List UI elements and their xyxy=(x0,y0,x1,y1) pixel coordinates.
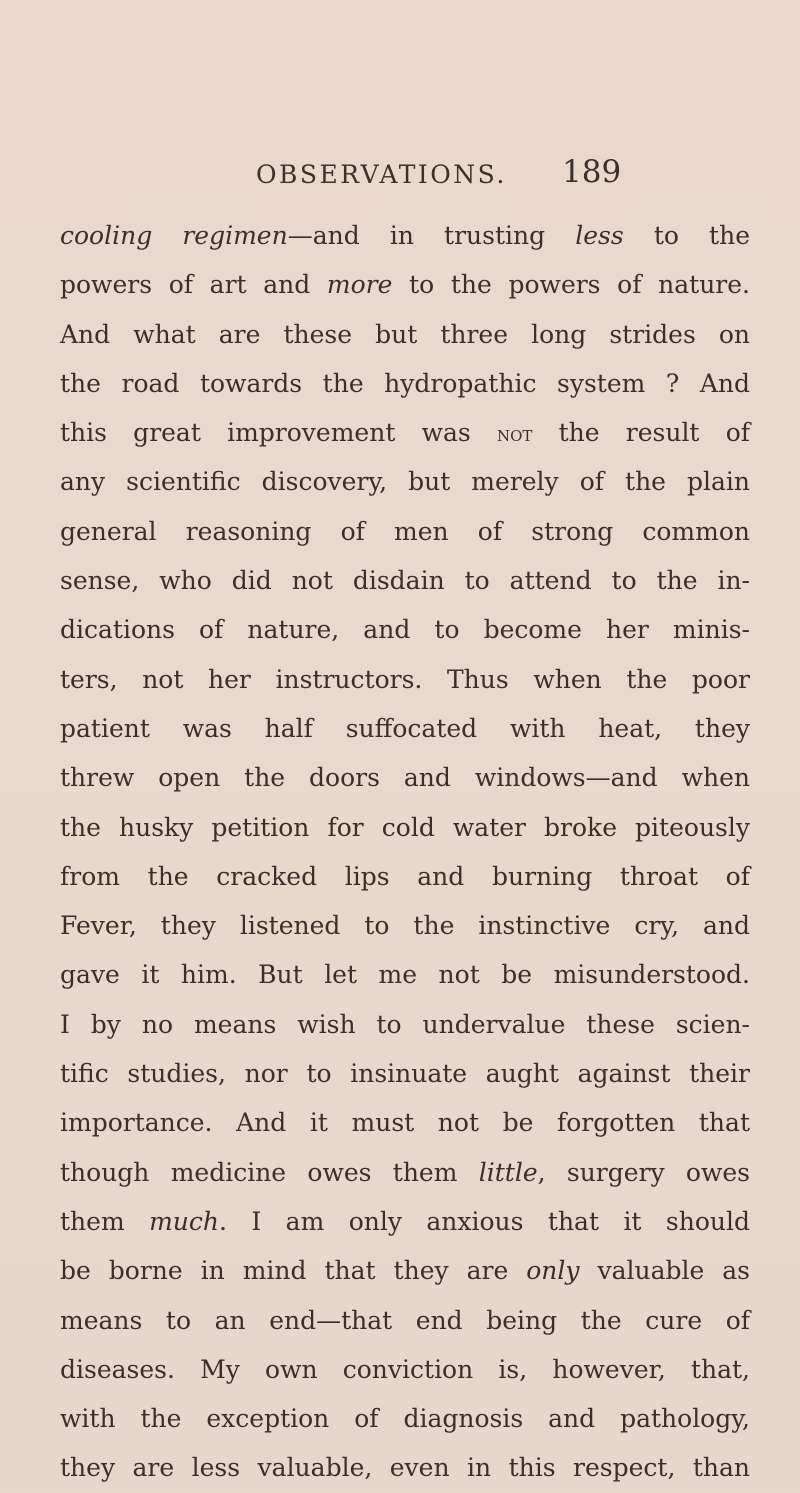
text-segment: importance. And it must not be forgotten that xyxy=(60,1108,750,1138)
text-line xyxy=(60,605,750,654)
text-line xyxy=(60,1246,750,1295)
text-line xyxy=(60,753,750,802)
text-line xyxy=(60,1296,750,1345)
text-line xyxy=(60,1443,750,1492)
text-segment: sense, who did not disdain to attend to the in- xyxy=(60,566,750,596)
text-segment: the road towards the hydropathic system ? And xyxy=(60,368,750,398)
text-line xyxy=(60,704,750,753)
small-caps-word: not xyxy=(496,422,533,448)
text-line xyxy=(60,1148,750,1197)
text-segment: , surgery owes xyxy=(537,1157,751,1187)
text-line xyxy=(60,211,750,260)
text-segment: —and in trusting xyxy=(287,221,576,250)
text-line xyxy=(60,260,750,309)
text-line xyxy=(60,901,750,950)
italic-word: regimen xyxy=(182,221,288,250)
text-line xyxy=(60,1098,750,1147)
text-segment: any scientific discovery, but merely of the plain xyxy=(60,467,750,497)
text-segment: . I am only anxious that it should xyxy=(219,1206,750,1236)
text-segment: them xyxy=(60,1206,150,1236)
italic-word: much xyxy=(149,1206,219,1236)
text-segment: means to an end—that end being the cure of xyxy=(60,1305,750,1335)
text-line xyxy=(60,1394,750,1443)
text-line xyxy=(60,507,750,556)
text-segment: though medicine owes them xyxy=(60,1157,479,1187)
text-segment: ters, not her instructors. Thus when the poor xyxy=(60,664,750,694)
running-title: OBSERVATIONS. xyxy=(256,160,507,189)
text-segment: to the powers of nature. xyxy=(392,270,751,300)
text-line xyxy=(60,852,750,901)
text-line xyxy=(60,950,750,999)
body-text xyxy=(60,211,750,1493)
text-line xyxy=(60,408,750,457)
text-segment: they are less valuable, even in this respect, than xyxy=(60,1453,750,1483)
text-line xyxy=(60,310,750,359)
text-line xyxy=(60,803,750,852)
text-segment: the result of xyxy=(532,418,750,448)
text-segment: And what are these but three long strides on xyxy=(60,319,750,349)
text-segment: the husky petition for cold water broke piteously xyxy=(60,812,750,842)
italic-word: only xyxy=(526,1256,580,1286)
text-line xyxy=(60,359,750,408)
text-segment: gave it him. But let me not be misunderstood. xyxy=(60,960,750,990)
text-line xyxy=(60,1000,750,1049)
italic-word: cooling xyxy=(60,221,153,250)
text-segment: this great improvement was xyxy=(60,418,497,448)
running-head xyxy=(0,156,800,196)
text-segment: I by no means wish to undervalue these scien- xyxy=(60,1009,750,1039)
italic-word: less xyxy=(575,221,624,250)
text-segment: to the xyxy=(623,221,750,250)
text-segment: general reasoning of men of strong common xyxy=(60,516,750,546)
text-segment: with the exception of diagnosis and pathology, xyxy=(60,1404,750,1434)
text-segment: tific studies, nor to insinuate aught against their xyxy=(60,1059,750,1089)
italic-word: more xyxy=(326,270,393,300)
text-segment: powers of art and xyxy=(60,270,327,300)
text-line xyxy=(60,1049,750,1098)
text-segment: valuable as xyxy=(579,1256,751,1286)
text-segment: be borne in mind that they are xyxy=(60,1256,527,1286)
text-line xyxy=(60,457,750,506)
italic-word: little xyxy=(478,1157,538,1187)
text-line xyxy=(60,655,750,704)
text-segment xyxy=(152,221,182,250)
text-line xyxy=(60,556,750,605)
text-line xyxy=(60,1197,750,1246)
text-segment: diseases. My own conviction is, however, that, xyxy=(60,1354,750,1384)
text-segment: from the cracked lips and burning throat of xyxy=(60,861,750,891)
text-segment: Fever, they listened to the instinctive cry, and xyxy=(60,911,750,941)
text-line xyxy=(60,1345,750,1394)
text-segment: threw open the doors and windows—and when xyxy=(60,763,750,793)
text-segment: patient was half suffocated with heat, they xyxy=(60,713,750,743)
text-segment: dications of nature, and to become her minis- xyxy=(60,615,750,645)
page-number: 189 xyxy=(562,154,622,190)
